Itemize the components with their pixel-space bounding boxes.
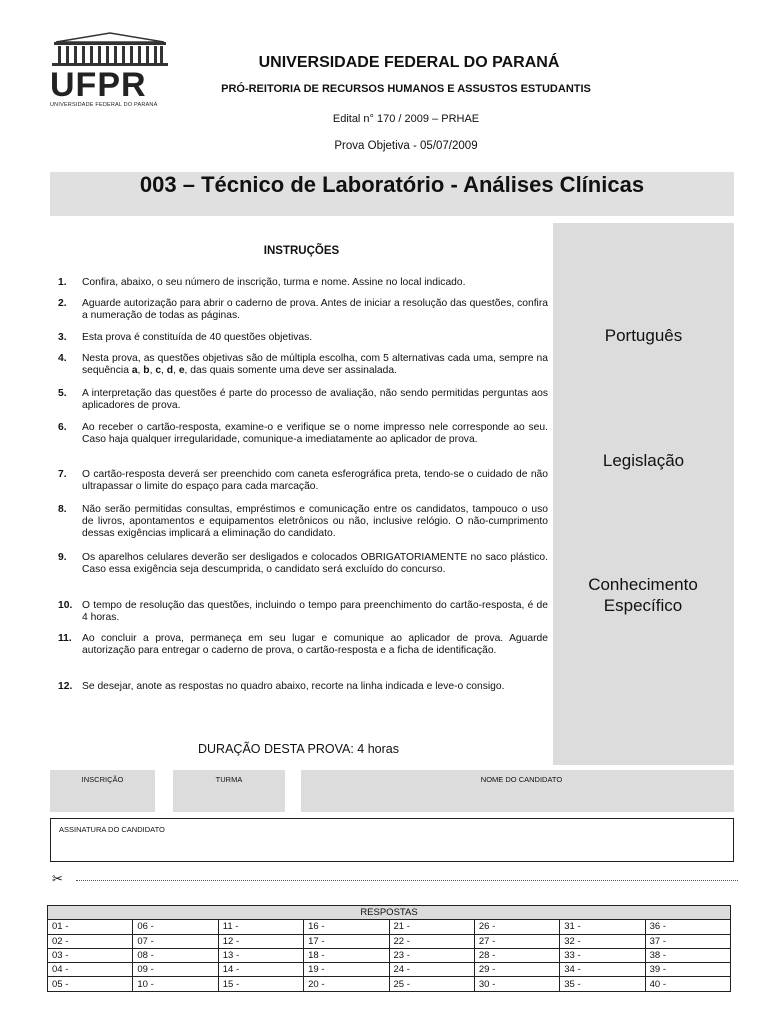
instruction-item: 8. Não serão permitidas consultas, empréstimos e comunicação entre os candidatos, tampouco o uso de livros, apontamentos e equipamentos eletrônicos ou não, inclusive relógio. O não-cumprimento dessas exigências implicará a eliminação do candidato. [58,504,548,540]
university-name: UNIVERSIDADE FEDERAL DO PARANÁ [258,54,560,71]
answer-cell[interactable]: 25 - [389,977,474,991]
answer-cell[interactable]: 15 - [218,977,303,991]
answer-cell[interactable]: 07 - [133,934,218,948]
nome-field-edge [301,770,309,812]
answer-cell[interactable]: 34 - [560,963,645,977]
answer-cell[interactable]: 26 - [474,920,559,934]
answer-cell[interactable]: 35 - [560,977,645,991]
instruction-item: 1. Confira, abaixo, o seu número de inscrição, turma e nome. Assine no local indicado. [58,277,466,288]
answer-cell[interactable]: 30 - [474,977,559,991]
instruction-item: 4. Nesta prova, as questões objetivas são de múltipla escolha, com 5 alternativas cada uma, sempre na sequência a, b, c, d, e, das quais somente uma deve ser assinalada. [58,353,548,377]
answers-heading: RESPOSTAS [48,906,731,920]
edital-line: Edital n° 170 / 2009 – PRHAE [332,113,480,125]
answer-cell[interactable]: 37 - [645,934,730,948]
answer-cell[interactable]: 13 - [218,948,303,962]
subject-legislacao: Legislação [602,451,685,470]
answers-row [48,934,731,948]
instruction-item: 10. O tempo de resolução das questões, incluindo o tempo para preenchimento do cartão-resposta, é de 4 horas. [58,600,548,624]
exam-title: 003 – Técnico de Laboratório - Análises Clínicas [139,172,645,197]
answer-cell[interactable]: 40 - [645,977,730,991]
exam-duration: DURAÇÃO DESTA PROVA: 4 horas [198,742,399,756]
answer-cell[interactable]: 05 - [48,977,133,991]
subjects-panel [553,223,734,765]
answer-cell[interactable]: 19 - [304,963,389,977]
instruction-item: 9. Os aparelhos celulares deverão ser desligados e colocados OBRIGATORIAMENTE no saco plástico. Caso essa exigência seja descumprida, o candidato será excluído do concurso. [58,552,548,576]
turma-field[interactable] [173,770,285,812]
answer-cell[interactable]: 39 - [645,963,730,977]
answer-cell[interactable]: 20 - [304,977,389,991]
answer-cell[interactable]: 10 - [133,977,218,991]
answer-cell[interactable]: 12 - [218,934,303,948]
assinatura-label: ASSINATURA DO CANDIDATO [59,825,165,834]
answer-cell[interactable]: 04 - [48,963,133,977]
inscricao-field[interactable] [50,770,155,812]
turma-label: TURMA [215,775,243,784]
answer-cell[interactable]: 17 - [304,934,389,948]
instruction-item: 7. O cartão-resposta deverá ser preenchido com caneta esferográfica preta, tendo-se o cuidado de não ultrapassar o limite do espaço para cada marcação. [58,469,548,493]
answer-cell[interactable]: 09 - [133,963,218,977]
instructions-heading: INSTRUÇÕES [263,245,340,257]
answer-cell[interactable]: 33 - [560,948,645,962]
instruction-item: 6. Ao receber o cartão-resposta, examine-o e verifique se o nome impresso nele corresponde ao seu. Caso haja qualquer irregularidade, comunique-a imediatamente ao aplicador de prova. [58,422,548,446]
instruction-item: 11. Ao concluir a prova, permaneça em seu lugar e comunique ao aplicador de prova. Aguarde autorização para entregar o caderno de prova, o cartão-resposta e a ficha de identificação. [58,633,548,657]
scissors-icon: ✂ [52,871,63,886]
answer-cell[interactable]: 18 - [304,948,389,962]
answer-cell[interactable]: 14 - [218,963,303,977]
instruction-item: 2. Aguarde autorização para abrir o caderno de prova. Antes de iniciar a resolução das questões, confira a numeração de todas as páginas. [58,298,548,322]
answers-row [48,977,731,991]
answer-cell[interactable]: 02 - [48,934,133,948]
answer-cell[interactable]: 08 - [133,948,218,962]
logo-subtitle: UNIVERSIDADE FEDERAL DO PARANÁ [50,102,158,108]
subject-portugues: Português [604,326,683,345]
answer-cell[interactable]: 27 - [474,934,559,948]
answers-row [48,963,731,977]
subject-conhecimento-especifico: Conhecimento Específico [588,575,698,615]
logo-text: UFPR [50,66,147,104]
nome-field[interactable] [309,770,734,812]
assinatura-field[interactable] [50,818,734,862]
answer-cell[interactable]: 24 - [389,963,474,977]
answer-cell[interactable]: 22 - [389,934,474,948]
instruction-item: 5. A interpretação das questões é parte do processo de avaliação, não sendo permitidas perguntas aos aplicadores de prova. [58,388,548,412]
answer-cell[interactable]: 28 - [474,948,559,962]
answers-table [47,905,731,992]
answer-cell[interactable]: 31 - [560,920,645,934]
answer-cell[interactable]: 36 - [645,920,730,934]
answer-cell[interactable]: 11 - [218,920,303,934]
inscricao-label: INSCRIÇÃO [81,775,124,784]
answer-cell[interactable]: 29 - [474,963,559,977]
department-name: PRÓ-REITORIA DE RECURSOS HUMANOS E ASSUSTOS ESTUDANTIS [221,83,591,95]
answer-cell[interactable]: 03 - [48,948,133,962]
answer-cell[interactable]: 06 - [133,920,218,934]
instruction-item: 12. Se desejar, anote as respostas no quadro abaixo, recorte na linha indicada e leve-o consigo. [58,681,505,692]
cut-line [76,880,738,881]
answer-cell[interactable]: 01 - [48,920,133,934]
answer-cell[interactable]: 21 - [389,920,474,934]
answer-cell[interactable]: 23 - [389,948,474,962]
answer-cell[interactable]: 32 - [560,934,645,948]
instruction-item: 3. Esta prova é constituída de 40 questões objetivas. [58,332,313,343]
answers-row [48,948,731,962]
nome-label: NOME DO CANDIDATO [480,775,563,784]
answer-cell[interactable]: 38 - [645,948,730,962]
prova-date: Prova Objetiva - 05/07/2009 [334,140,478,152]
answers-row [48,920,731,934]
answer-cell[interactable]: 16 - [304,920,389,934]
